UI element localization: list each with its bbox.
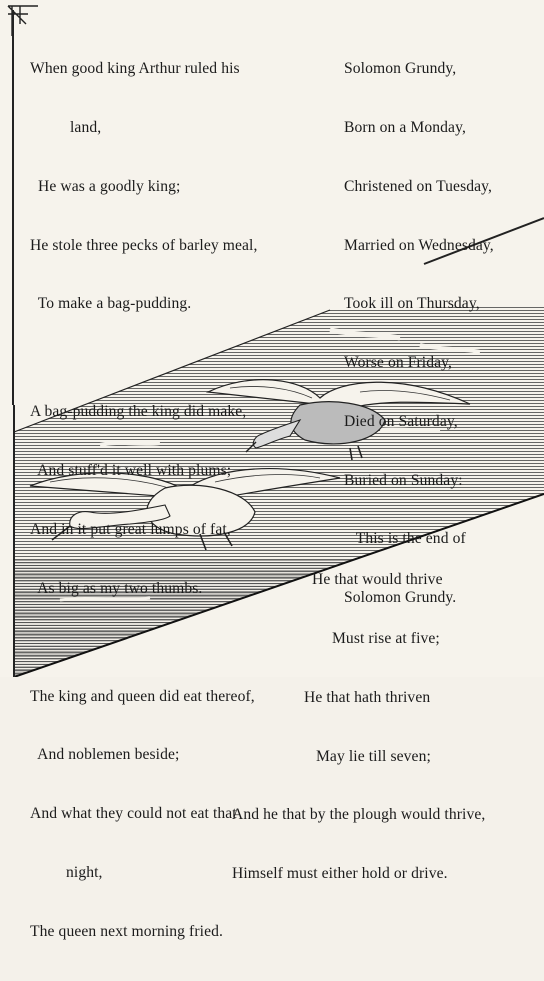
poem-line: Took ill on Thursday, (344, 295, 480, 313)
poem-line: May lie till seven; (232, 747, 431, 765)
poem-line: And what they could not eat that (30, 805, 237, 823)
poem-line: He that hath thriven (232, 688, 431, 706)
thrive-poem (232, 531, 485, 923)
poem-line: Christened on Tuesday, (344, 177, 493, 195)
poem-line: land, (30, 118, 102, 136)
poem-line: As big as my two thumbs. (30, 579, 203, 597)
poem-line: He was a goodly king; (30, 177, 181, 195)
poem-line: The king and queen did eat thereof, (30, 687, 255, 705)
poem-line: A bag-pudding the king did make, (30, 403, 247, 421)
poem-line: He stole three pecks of barley meal, (30, 236, 258, 254)
poem-line: He that would thrive (232, 571, 443, 589)
poem-line: Buried on Sunday: (344, 471, 463, 489)
poem-line: Must rise at five; (232, 629, 440, 647)
poem-line: night, (30, 863, 103, 881)
poem-line: Himself must either hold or drive. (232, 865, 448, 883)
poem-line: The queen next morning fried. (30, 922, 223, 940)
poem-line: Solomon Grundy. (344, 589, 457, 607)
poem-line: Married on Wednesday, (344, 236, 494, 254)
poem-line: And he that by the plough would thrive, (232, 806, 486, 824)
poem-line: Solomon Grundy, (344, 60, 457, 78)
poem-line: And noblemen beside; (30, 746, 180, 764)
poem-line: And in it put great lumps of fat, (30, 520, 231, 538)
poem-line: This is the end of (344, 530, 466, 548)
poem-line: Born on a Monday, (344, 118, 466, 136)
poem-line: To make a bag-pudding. (30, 295, 192, 313)
poem-line: Worse on Friday, (344, 354, 453, 372)
king-arthur-poem (30, 20, 257, 981)
poem-line: Died on Saturday, (344, 412, 458, 430)
poem-line: When good king Arthur ruled his (30, 60, 240, 78)
poem-line: And stuff'd it well with plums; (30, 462, 232, 480)
